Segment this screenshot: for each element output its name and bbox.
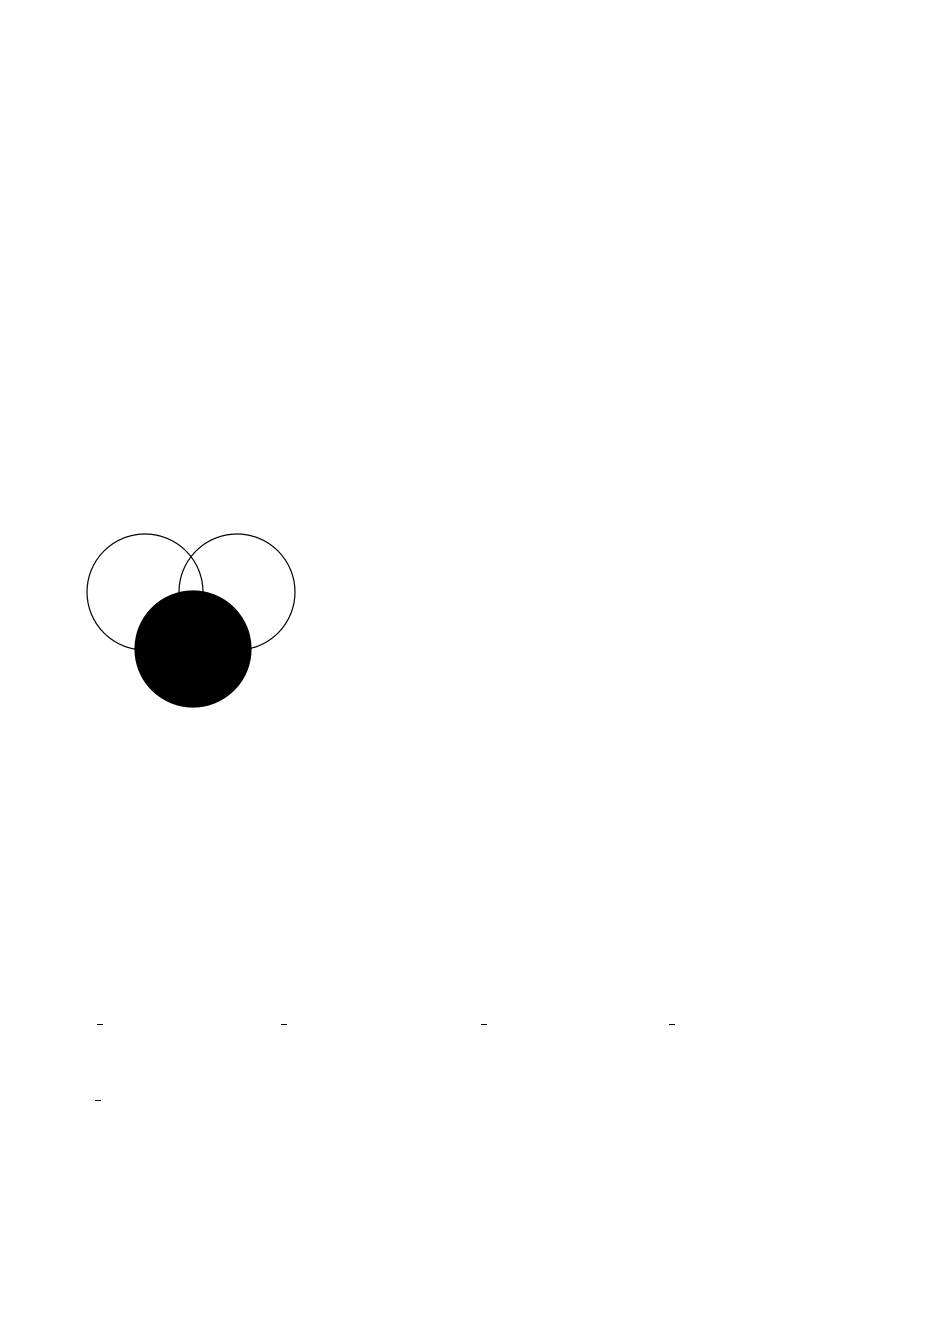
q3-option-b[interactable] [281, 1016, 287, 1033]
q3-option-c-num [481, 1024, 487, 1025]
venn-diagram [84, 528, 300, 714]
q4-fraction [95, 1100, 101, 1101]
q3-option-a-num [97, 1024, 103, 1025]
q3-option-c[interactable] [475, 1016, 487, 1033]
q3-option-c-fraction [481, 1024, 487, 1025]
q4-stem [87, 1100, 103, 1101]
q3-option-d[interactable] [669, 1016, 675, 1033]
q4-fraction-num [95, 1100, 101, 1101]
q3-option-b-num [281, 1024, 287, 1025]
q3-option-d-num [669, 1024, 675, 1025]
q3-option-b-fraction [281, 1024, 287, 1025]
q3-option-a-fraction [97, 1024, 103, 1025]
q3-option-d-fraction [669, 1024, 675, 1025]
q3-option-a[interactable] [87, 1016, 103, 1033]
